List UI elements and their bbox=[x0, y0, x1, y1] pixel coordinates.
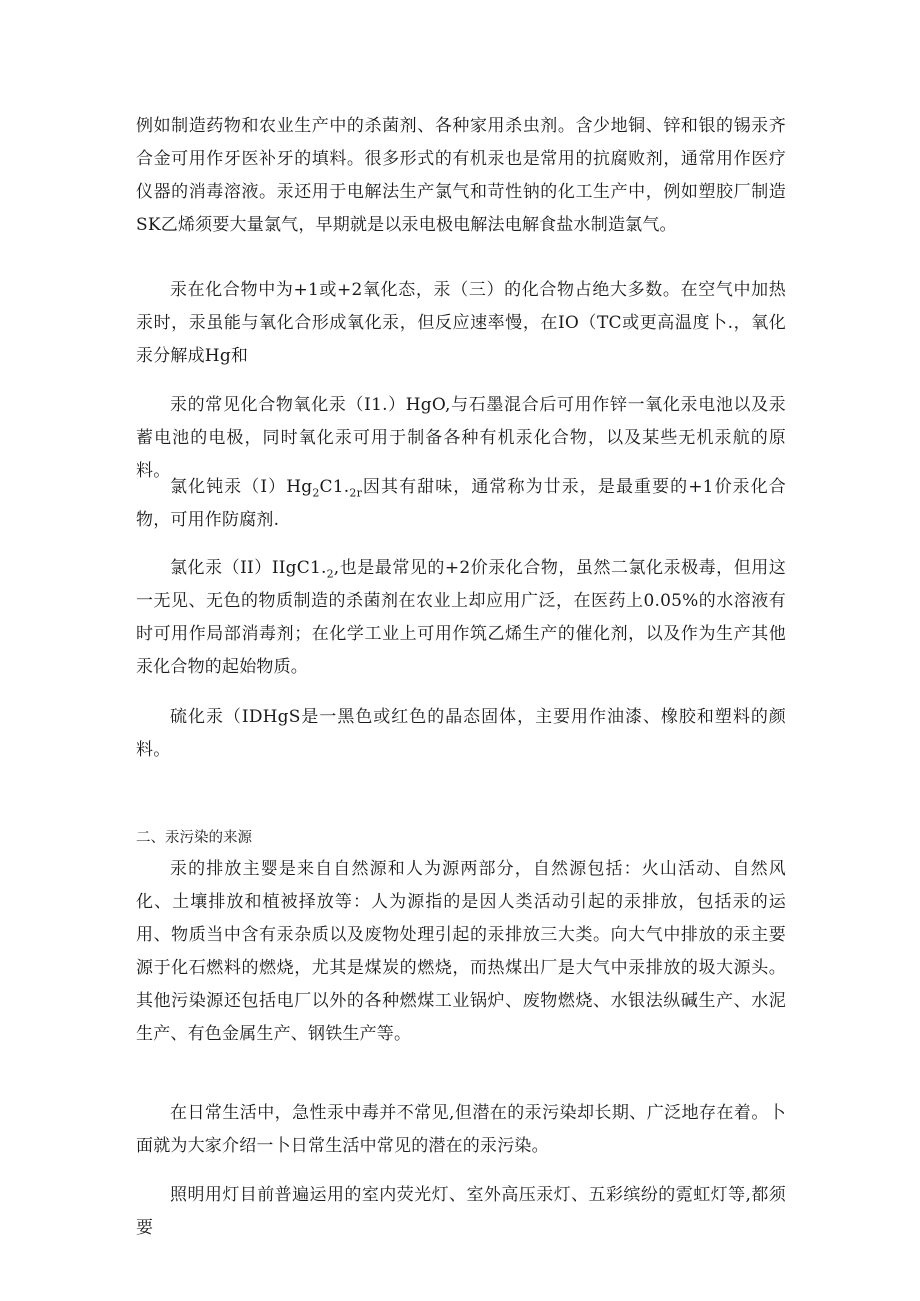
subscript: 2r bbox=[349, 486, 363, 500]
paragraph-mercury-sulfide: 硫化汞（IDHgS是一黑色或红色的晶态固体，主要用作油漆、橡胶和塑料的颜料。 bbox=[136, 707, 786, 760]
text-segment: 因其有甜味，通常称为廿汞，是最重要的+1价汞化合物，可用作防腐剂. bbox=[136, 477, 786, 530]
paragraph-daily-life: 在日常生活中，急性汞中毒并不常见,但潜在的汞污染却长期、广泛地存在着。卜面就为大家介绍一卜日常生活中常见的潜在的汞污染。 bbox=[136, 1103, 786, 1156]
paragraph-mercury-oxide: 汞的常见化合物氧化汞（I1.）HgO,与石墨混合后可用作锌一氧化汞电池以及汞蓄电池的电极，同时氧化汞可用于制备各种有机汞化合物，以及某些无机汞航的原料。 bbox=[136, 395, 786, 481]
paragraph-mercuric-chloride bbox=[136, 552, 786, 684]
text-segment: 氯化钝汞（I）Hg bbox=[170, 477, 313, 497]
text-segment: ,也是最常见的+2价汞化合物，虽然二氯化汞极毒，但用这一无见、无色的物质制造的杀菌剂在农业上却应用广泛，在医药上0.05%的水溶液有时可用作局部消毒剂；在化学工业上可用作筑乙烯生产的催化剂，以及作为生产其他汞化合物的起始物质。 bbox=[136, 558, 786, 677]
section-heading: 二、汞污染的来源 bbox=[136, 830, 252, 846]
text-segment: C1. bbox=[319, 477, 350, 497]
subscript: 2 bbox=[326, 567, 334, 581]
text-segment: 氯化汞（II）IIgC1. bbox=[170, 558, 327, 578]
paragraph-mercury-uses: 例如制造药物和农业生产中的杀菌剂、各种家用杀虫剂。含少地铜、锌和银的锡汞齐合金可用作牙医补牙的填料。很多形式的有机汞也是常用的抗腐败剂，通常用作医疗仪器的消毒溶液。汞还用于电解法生产氯气和苛性钠的化工生产中，例如塑胶厂制造SK乙烯须要大量氯气，早期就是以汞电极电解法电解食盐水制造氯气。 bbox=[136, 116, 786, 235]
paragraph-mercurous-chloride bbox=[136, 471, 786, 537]
paragraph-lighting: 照明用灯目前普遍运用的室内荧光灯、室外高压汞灯、五彩缤纷的霓虹灯等,都须要 bbox=[136, 1185, 786, 1238]
paragraph-oxidation-states: 汞在化合物中为+1或+2氧化态，汞（三）的化合物占绝大多数。在空气中加热汞时，汞虽能与氧化合形成氧化汞，但反应速率慢，在IO（TC或更高温度卜.，氧化汞分解成Hg和 bbox=[136, 280, 786, 366]
subscript: 2 bbox=[312, 486, 320, 500]
paragraph-pollution-sources: 汞的排放主婴是来自自然源和人为源两部分，自然源包括：火山活动、自然风化、土壤排放和植被择放等：人为源指的是因人类活动引起的汞排放，包括汞的运用、物质当中含有汞杂质以及废物处理引起的汞排放三大类。向大气中排放的汞主要源于化石燃料的燃烧，尤其是煤炭的燃烧，而热煤出厂是大气中汞排放的圾大源头。其他污染源还包括电厂以外的各种燃煤工业锅炉、废物燃烧、水银法纵碱生产、水泥生产、有色金属生产、钢铁生产等。 bbox=[136, 859, 786, 1044]
